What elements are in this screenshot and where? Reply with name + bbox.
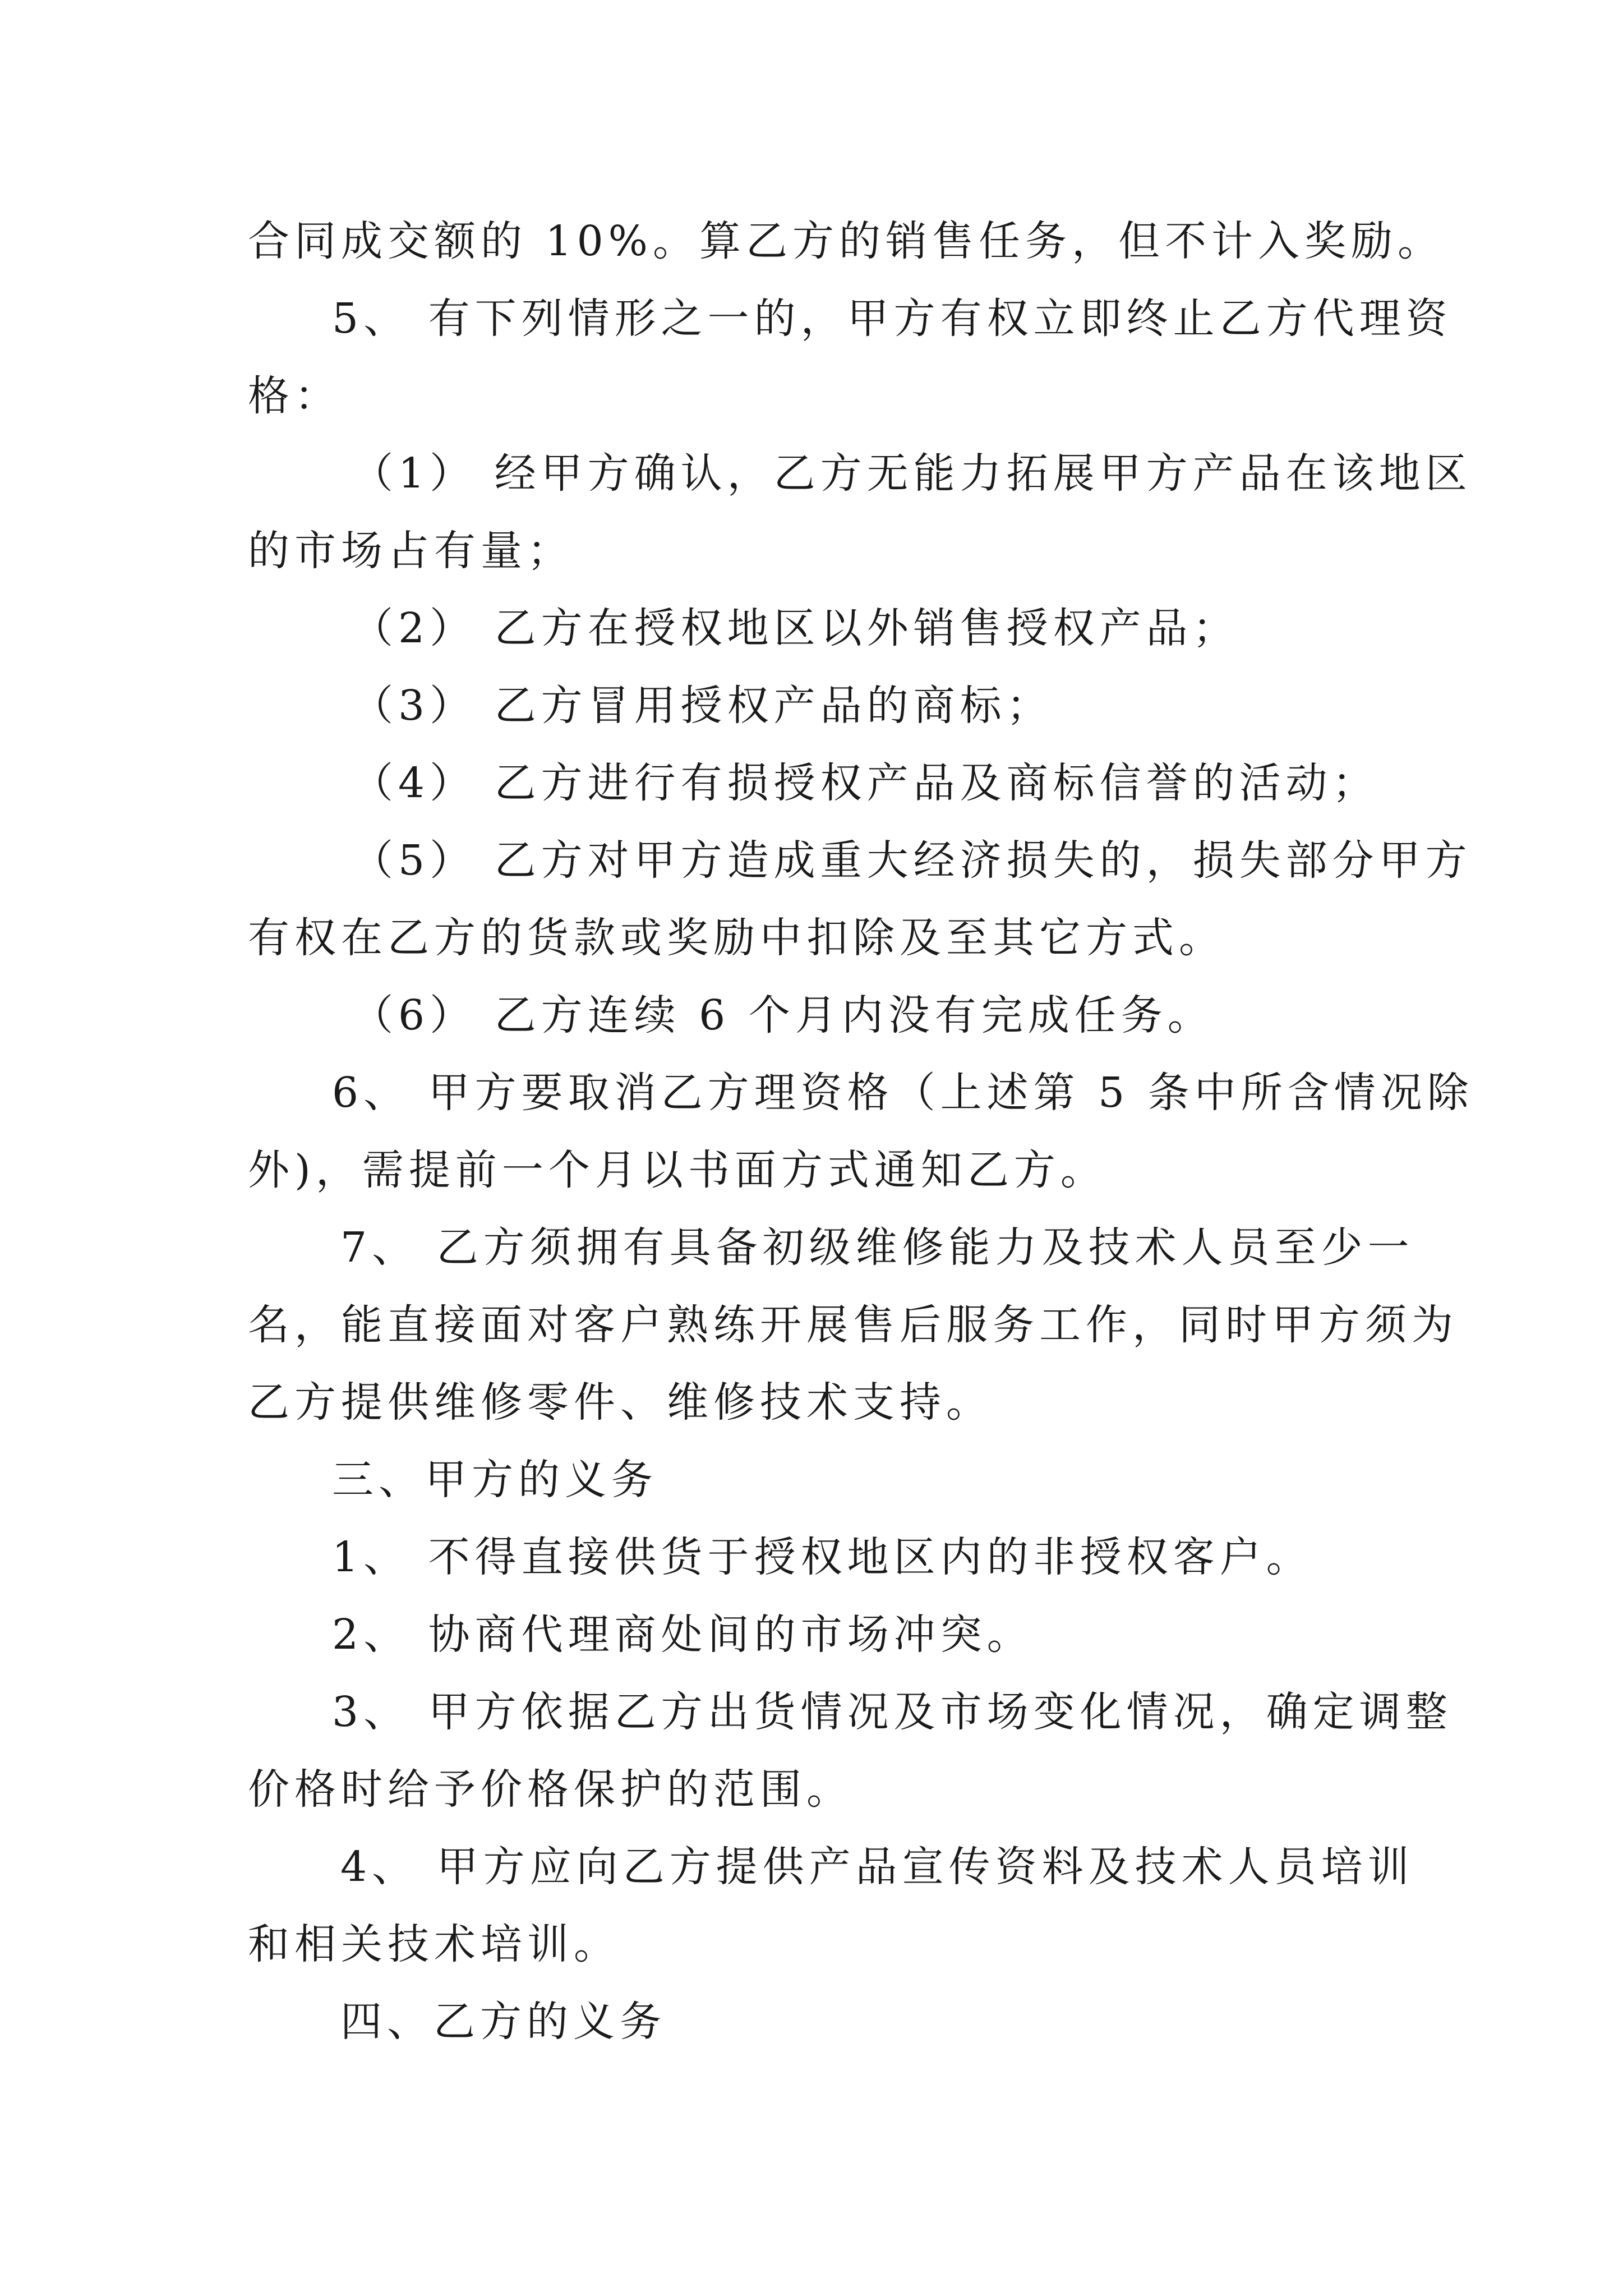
section-heading: 四、乙方的义务 [340, 1998, 666, 2046]
text-line: （1） 经甲方确认，乙方无能力拓展甲方产品在该地区 [352, 449, 1472, 498]
text-line: （5） 乙方对甲方造成重大经济损失的，损失部分甲方 [352, 836, 1472, 885]
text-line: 5、 有下列情形之一的，甲方有权立即终止乙方代理资 [332, 295, 1453, 343]
text-line: 外)，需提前一个月以书面方式通知乙方。 [248, 1146, 1107, 1194]
text-line: 价格时给予价格保护的范围。 [248, 1765, 853, 1814]
text-line: 1、 不得直接供货于授权地区内的非授权客户。 [332, 1533, 1313, 1581]
text-line: 格： [248, 372, 341, 420]
text-line: 合同成交额的 10%。算乙方的销售任务，但不计入奖励。 [248, 217, 1444, 265]
text-line: 3、 甲方依据乙方出货情况及市场变化情况，确定调整 [332, 1688, 1453, 1736]
section-heading: 三、甲方的义务 [332, 1456, 658, 1504]
text-line: 4、 甲方应向乙方提供产品宣传资料及技术人员培训 [340, 1843, 1414, 1891]
text-line: 和相关技术培训。 [248, 1920, 620, 1968]
text-line: 2、 协商代理商处间的市场冲突。 [332, 1611, 1034, 1659]
text-line: （6） 乙方连续 6 个月内没有完成任务。 [352, 991, 1214, 1039]
text-line: 的市场占有量； [248, 527, 574, 575]
text-line: 名，能直接面对客户熟练开展售后服务工作，同时甲方须为 [248, 1301, 1458, 1349]
text-line: （3） 乙方冒用授权产品的商标； [352, 682, 1053, 730]
text-line: 7、 乙方须拥有具备初级维修能力及技术人员至少一 [340, 1223, 1414, 1272]
document-body [248, 203, 1474, 2060]
text-line: 6、 甲方要取消乙方理资格（上述第 5 条中所含情况除 [332, 1069, 1474, 1117]
text-line: 有权在乙方的货款或奖励中扣除及至其它方式。 [248, 914, 1225, 962]
text-line: （2） 乙方在授权地区以外销售授权产品； [352, 604, 1239, 652]
text-line: （4） 乙方进行有损授权产品及商标信誉的活动； [352, 759, 1379, 807]
text-line: 乙方提供维修零件、维修技术支持。 [248, 1378, 993, 1427]
